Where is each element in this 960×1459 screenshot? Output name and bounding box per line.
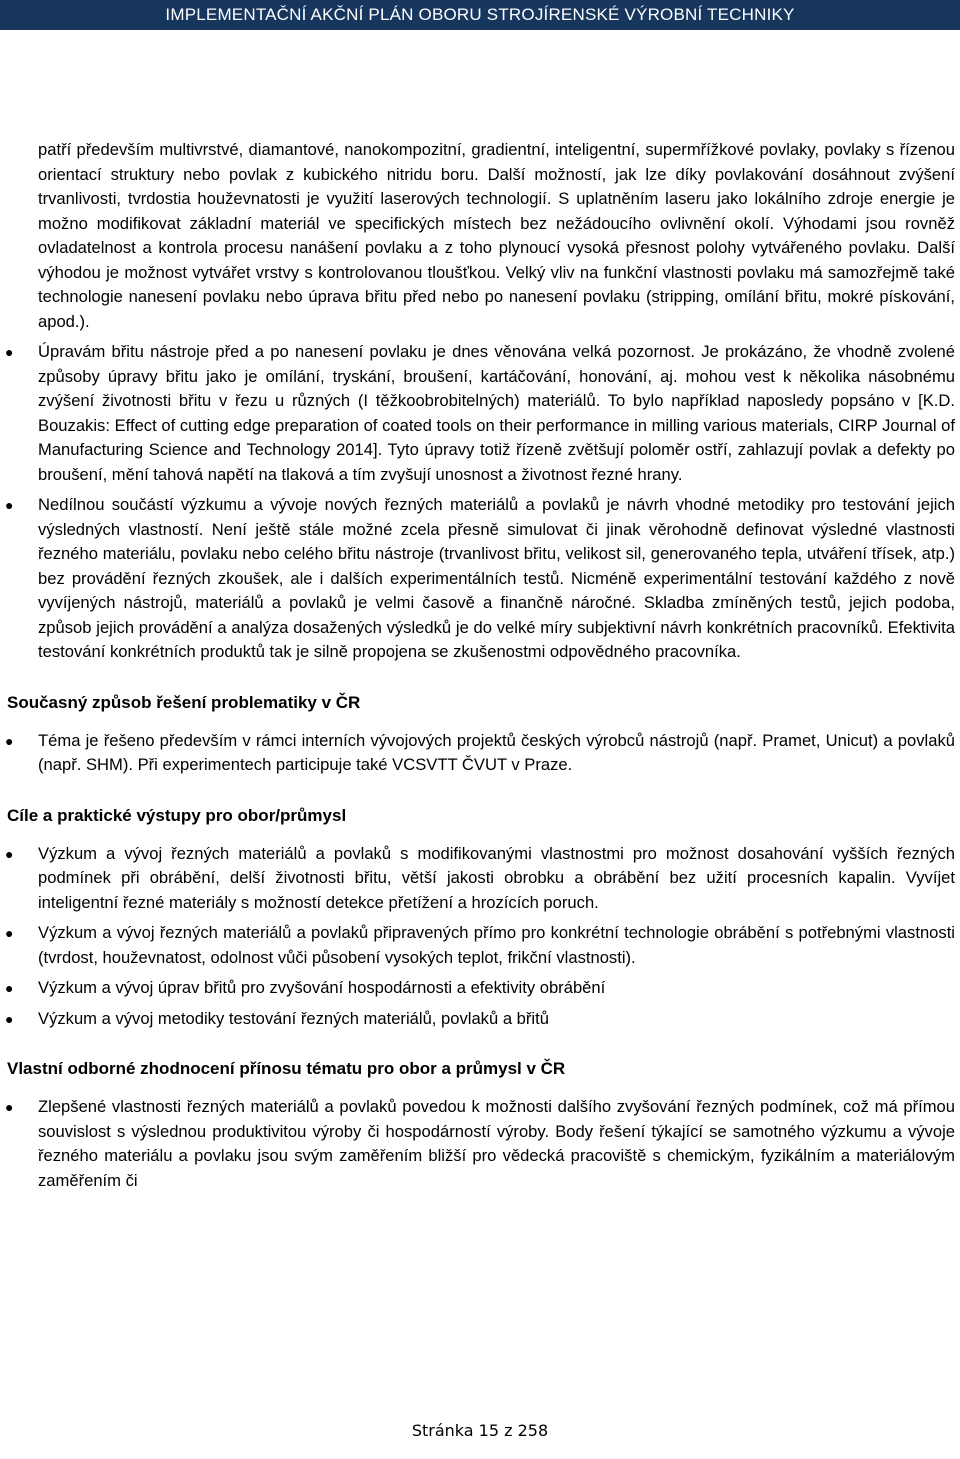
page-content (0, 138, 955, 1199)
page-number-label: Stránka 15 z 258 (411, 1421, 549, 1440)
bullet-icon: ● (5, 497, 14, 513)
list-item (0, 842, 955, 916)
section-heading-evaluation: Vlastní odborné zhodnocení přínosu tématu pro obor a průmysl v ČR (7, 1059, 566, 1078)
list-item-text: Výzkum a vývoj řezných materiálů a povlaků připravených přímo pro konkrétní technologie obrábění s potřebnými vlastnosti (tvrdost, houževnatost, odolnost vůči působení vysokých teplot, frikční vlastnosti). (38, 923, 955, 967)
list-item (0, 1095, 955, 1193)
list-item (0, 493, 955, 665)
list-item-text: Úpravám břitu nástroje před a po nanesení povlaku je dnes věnována velká pozornost. Je prokázáno, že vhodně zvolené způsoby úpravy břitu jako je omílání, tryskání, broušení, kartáčování, honování, aj. mohou vest k několika násobnému zvýšení životnosti břitu v řezu u různých (I těžkoobrobitelných) materiálů. To bylo například naposledy popsáno v [K.D. Bouzakis: Effect of cutting edge preparation of coated tools on their performance in milling various materials, CIRP Journal of Manufacturing Science and Technology 2014]. Tyto úpravy totiž řízeně zvětšují poloměr ostří, zahlazují povlak a defekty po broušení, mění tahová napětí na tlaková a tím zvyšují unosnost a životnost řezné hrany. (38, 342, 955, 484)
list-item-text: Nedílnou součástí výzkumu a vývoje nových řezných materiálů a povlaků je návrh vhodné metodiky pro testování jejich výsledných vlastností. Není ještě stále možné zcela přesně simulovat či jinak věrohodně definovat výsledné vlastnosti řezného materiálu, povlaku nebo celého břitu nástroje (trvanlivost břitu, velikost sil, generovaného tepla, utváření třísek, atp.) bez provádění řezných zkoušek, ale i dalších experimentálních testů. Nicméně experimentální testování každého z nově vyvíjených nástrojů, materiálů a povlaků je velmi časově a finančně náročné. Skladba zmíněných testů, jejich podoba, způsob jejich provádění a analýza dosažených výsledků je do velké míry subjektivní návrh konkrétních pracovníků. Efektivita testování konkrétních produktů tak je silně propojena se zkušenostmi odpovědného pracovníka. (38, 495, 955, 661)
list-item-text: Zlepšené vlastnosti řezných materiálů a povlaků povedou k možnosti dalšího zvyšování řezných podmínek, což má přímou souvislost s výslednou produktivitou výroby či hospodárností výroby. Body řešení týkající se samotného výzkumu a vývoje řezného materiálu a povlaku jsou svým zaměřením bližší pro vědecká pracoviště s chemickým, fyzikálním a materiálovým zaměřením či (38, 1097, 955, 1190)
list-item (0, 729, 955, 778)
bullet-icon: ● (5, 980, 14, 996)
bullet-icon: ● (5, 925, 14, 941)
bullet-list-goals (0, 842, 955, 1032)
intro-paragraph: patří především multivrstvé, diamantové, nanokompozitní, gradientní, inteligentní, supermřížkové povlaky, povlaky s řízenou orientací struktury nebo povlak z kubického nitridu boru. Další možností, jak lze díky povlakování dosáhnout zvýšení trvanlivosti, tvrdostia houževnatosti je využití laserových technologií. S uplatněním laseru jako lokálního zdroje energie je možno modifikovat základní materiál ve specifických místech bez nežádoucího ovlivnění okolí. Výhodami jsou rovněž ovladatelnost a kontrola procesu nanášení povlaku a z toho plynoucí vysoká přesnost polohy vytvářeného povlaku. Další výhodou je možnost vytvářet vrstvy s kontrolovanou tloušťkou. Velký vliv na funkční vlastnosti povlaku má samozřejmě také technologie nanesení povlaku nebo úprava břitu před nebo po nanesení povlaku (stripping, omílání břitu, mokré pískování, apod.). (38, 140, 955, 331)
list-item (0, 921, 955, 970)
list-item (0, 976, 955, 1001)
section-heading-current: Současný způsob řešení problematiky v ČR (7, 692, 361, 712)
bullet-icon: ● (5, 732, 14, 749)
bullet-list-current (0, 729, 955, 778)
list-item (0, 340, 955, 487)
list-item-text: Výzkum a vývoj řezných materiálů a povlaků s modifikovanými vlastnostmi pro možnost dosahování vyšších řezných podmínek při obrábění, delší životnosti břitu, větší jakosti obrobku a obrábění bez užití procesních kapalin. Vyvíjet inteligentní řezné materiály s možností detekce přetížení a hrozících poruch. (38, 843, 955, 912)
list-item (0, 1007, 955, 1032)
list-item-text: Výzkum a vývoj úprav břitů pro zvyšování hospodárnosti a efektivity obrábění (38, 978, 606, 997)
header-title: IMPLEMENTAČNÍ AKČNÍ PLÁN OBORU STROJÍRENSKÉ VÝROBNÍ TECHNIKY (165, 5, 795, 24)
document-header (0, 0, 960, 30)
list-item-text: Téma je řešeno především v rámci interních vývojových projektů českých výrobců nástrojů (např. Pramet, Unicut) a povlaků (např. SHM). Při experimentech participuje také VCSVTT ČVUT v Praze. (38, 730, 955, 774)
bullet-icon: ● (5, 845, 14, 862)
bullet-icon: ● (5, 1099, 14, 1115)
list-item-text: Výzkum a vývoj metodiky testování řezných materiálů, povlaků a břitů (38, 1008, 549, 1028)
bullet-icon: ● (5, 1010, 14, 1027)
bullet-list-evaluation (0, 1095, 955, 1193)
section-heading-goals: Cíle a praktické výstupy pro obor/průmysl (7, 805, 347, 825)
bullet-list-1 (0, 340, 955, 665)
page-footer (0, 1421, 960, 1440)
bullet-icon: ● (5, 344, 14, 360)
